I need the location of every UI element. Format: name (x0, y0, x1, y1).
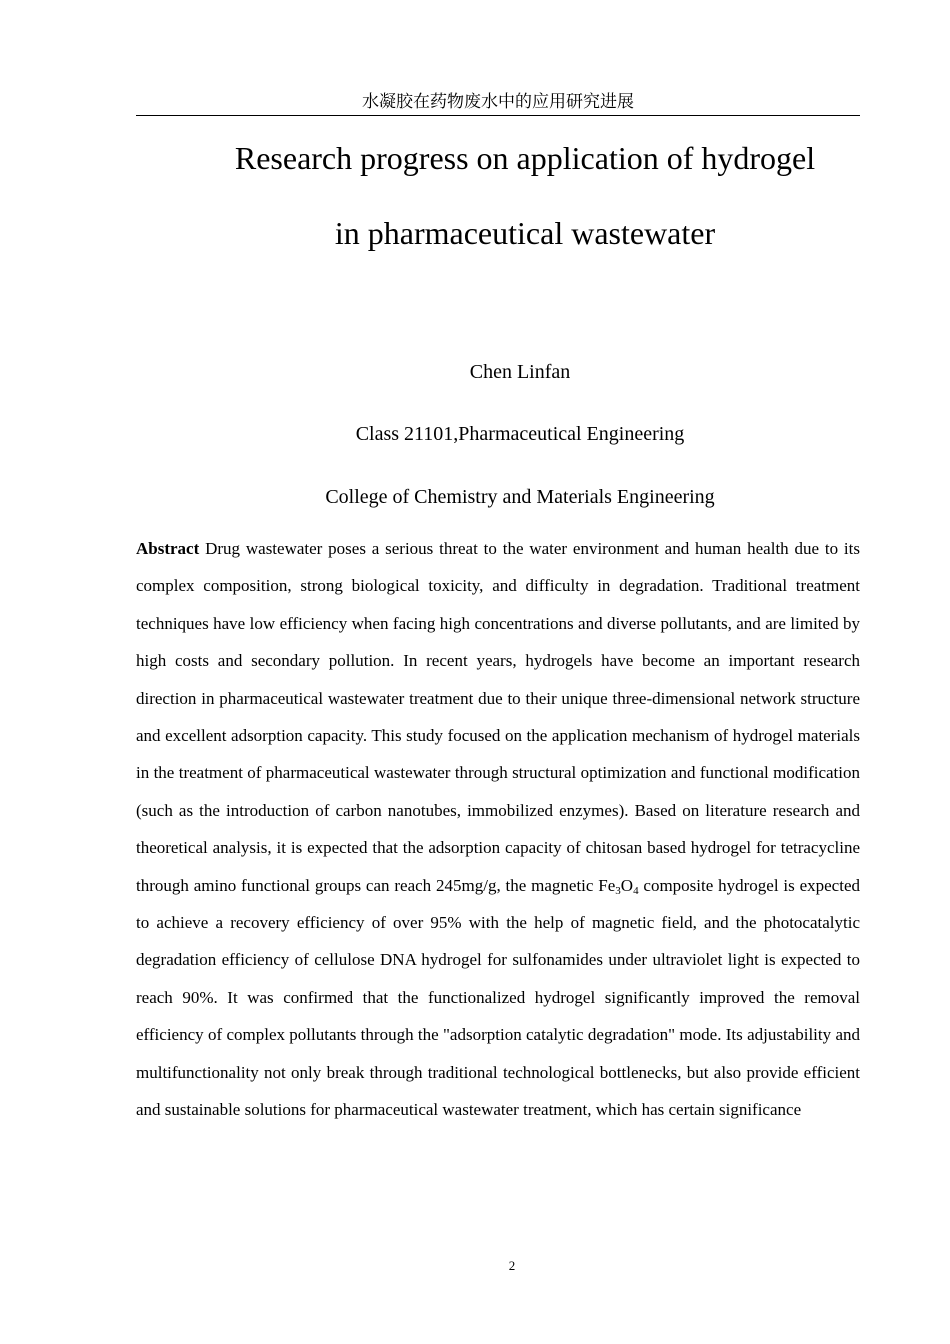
author-name: Chen Linfan (469, 361, 571, 383)
paper-title (140, 135, 910, 256)
abstract-label: Abstract (136, 539, 200, 558)
abstract-paragraph (136, 530, 860, 1129)
author-college: College of Chemistry and Materials Engineering (325, 486, 715, 508)
page-number: 2 (508, 1258, 516, 1273)
chem-fe: Fe (598, 875, 616, 895)
chemical-formula-fe3o4 (598, 876, 638, 895)
title-line-1: Research progress on application of hydrogel (234, 140, 816, 176)
chem-o: O (620, 875, 634, 895)
abstract-text-part2: composite hydrogel is expected to achieve a recovery efficiency of over 95% with the help of magnetic field, and the photocatalytic degradation efficiency of cellulose DNA hydrogel for sulfonamides under ultraviolet light is expected to reach 90%. It was confirmed that the functionalized hydrogel significantly improved the removal efficiency of complex pollutants through the "adsorption catalytic degradation" mode. Its adjustability and multifunctionality not only break through traditional technological bottlenecks, but also provide efficient and sustainable solutions for pharmaceutical wastewater treatment, which has certain significance (136, 875, 860, 1120)
running-header: 水凝胶在药物废水中的应用研究进展 (136, 90, 860, 116)
chem-subscript-3: 3 (615, 884, 621, 897)
abstract-text-part1: Drug wastewater poses a serious threat to the water environment and human health due to its complex composition, strong biological toxicity, and difficulty in degradation. Traditional treatment techniques have low efficiency when facing high concentrations and diverse pollutants, and are limited by high costs and secondary pollution. In recent years, hydrogels have become an important research direction in pharmaceutical wastewater treatment due to their unique three-dimensional network structure and excellent adsorption capacity. This study focused on the application mechanism of hydrogel materials in the treatment of pharmaceutical wastewater through structural optimization and functional modification (such as the introduction of carbon nanotubes, immobilized enzymes). Based on literature research and theoretical analysis, it is expected that the adsorption capacity of chitosan based hydrogel for tetracycline through amino functional groups can reach 245mg/g, the magnetic (136, 539, 860, 895)
author-class: Class 21101,Pharmaceutical Engineering (355, 423, 685, 445)
chem-subscript-4: 4 (633, 884, 639, 897)
title-line-2: in pharmaceutical wastewater (334, 215, 716, 251)
